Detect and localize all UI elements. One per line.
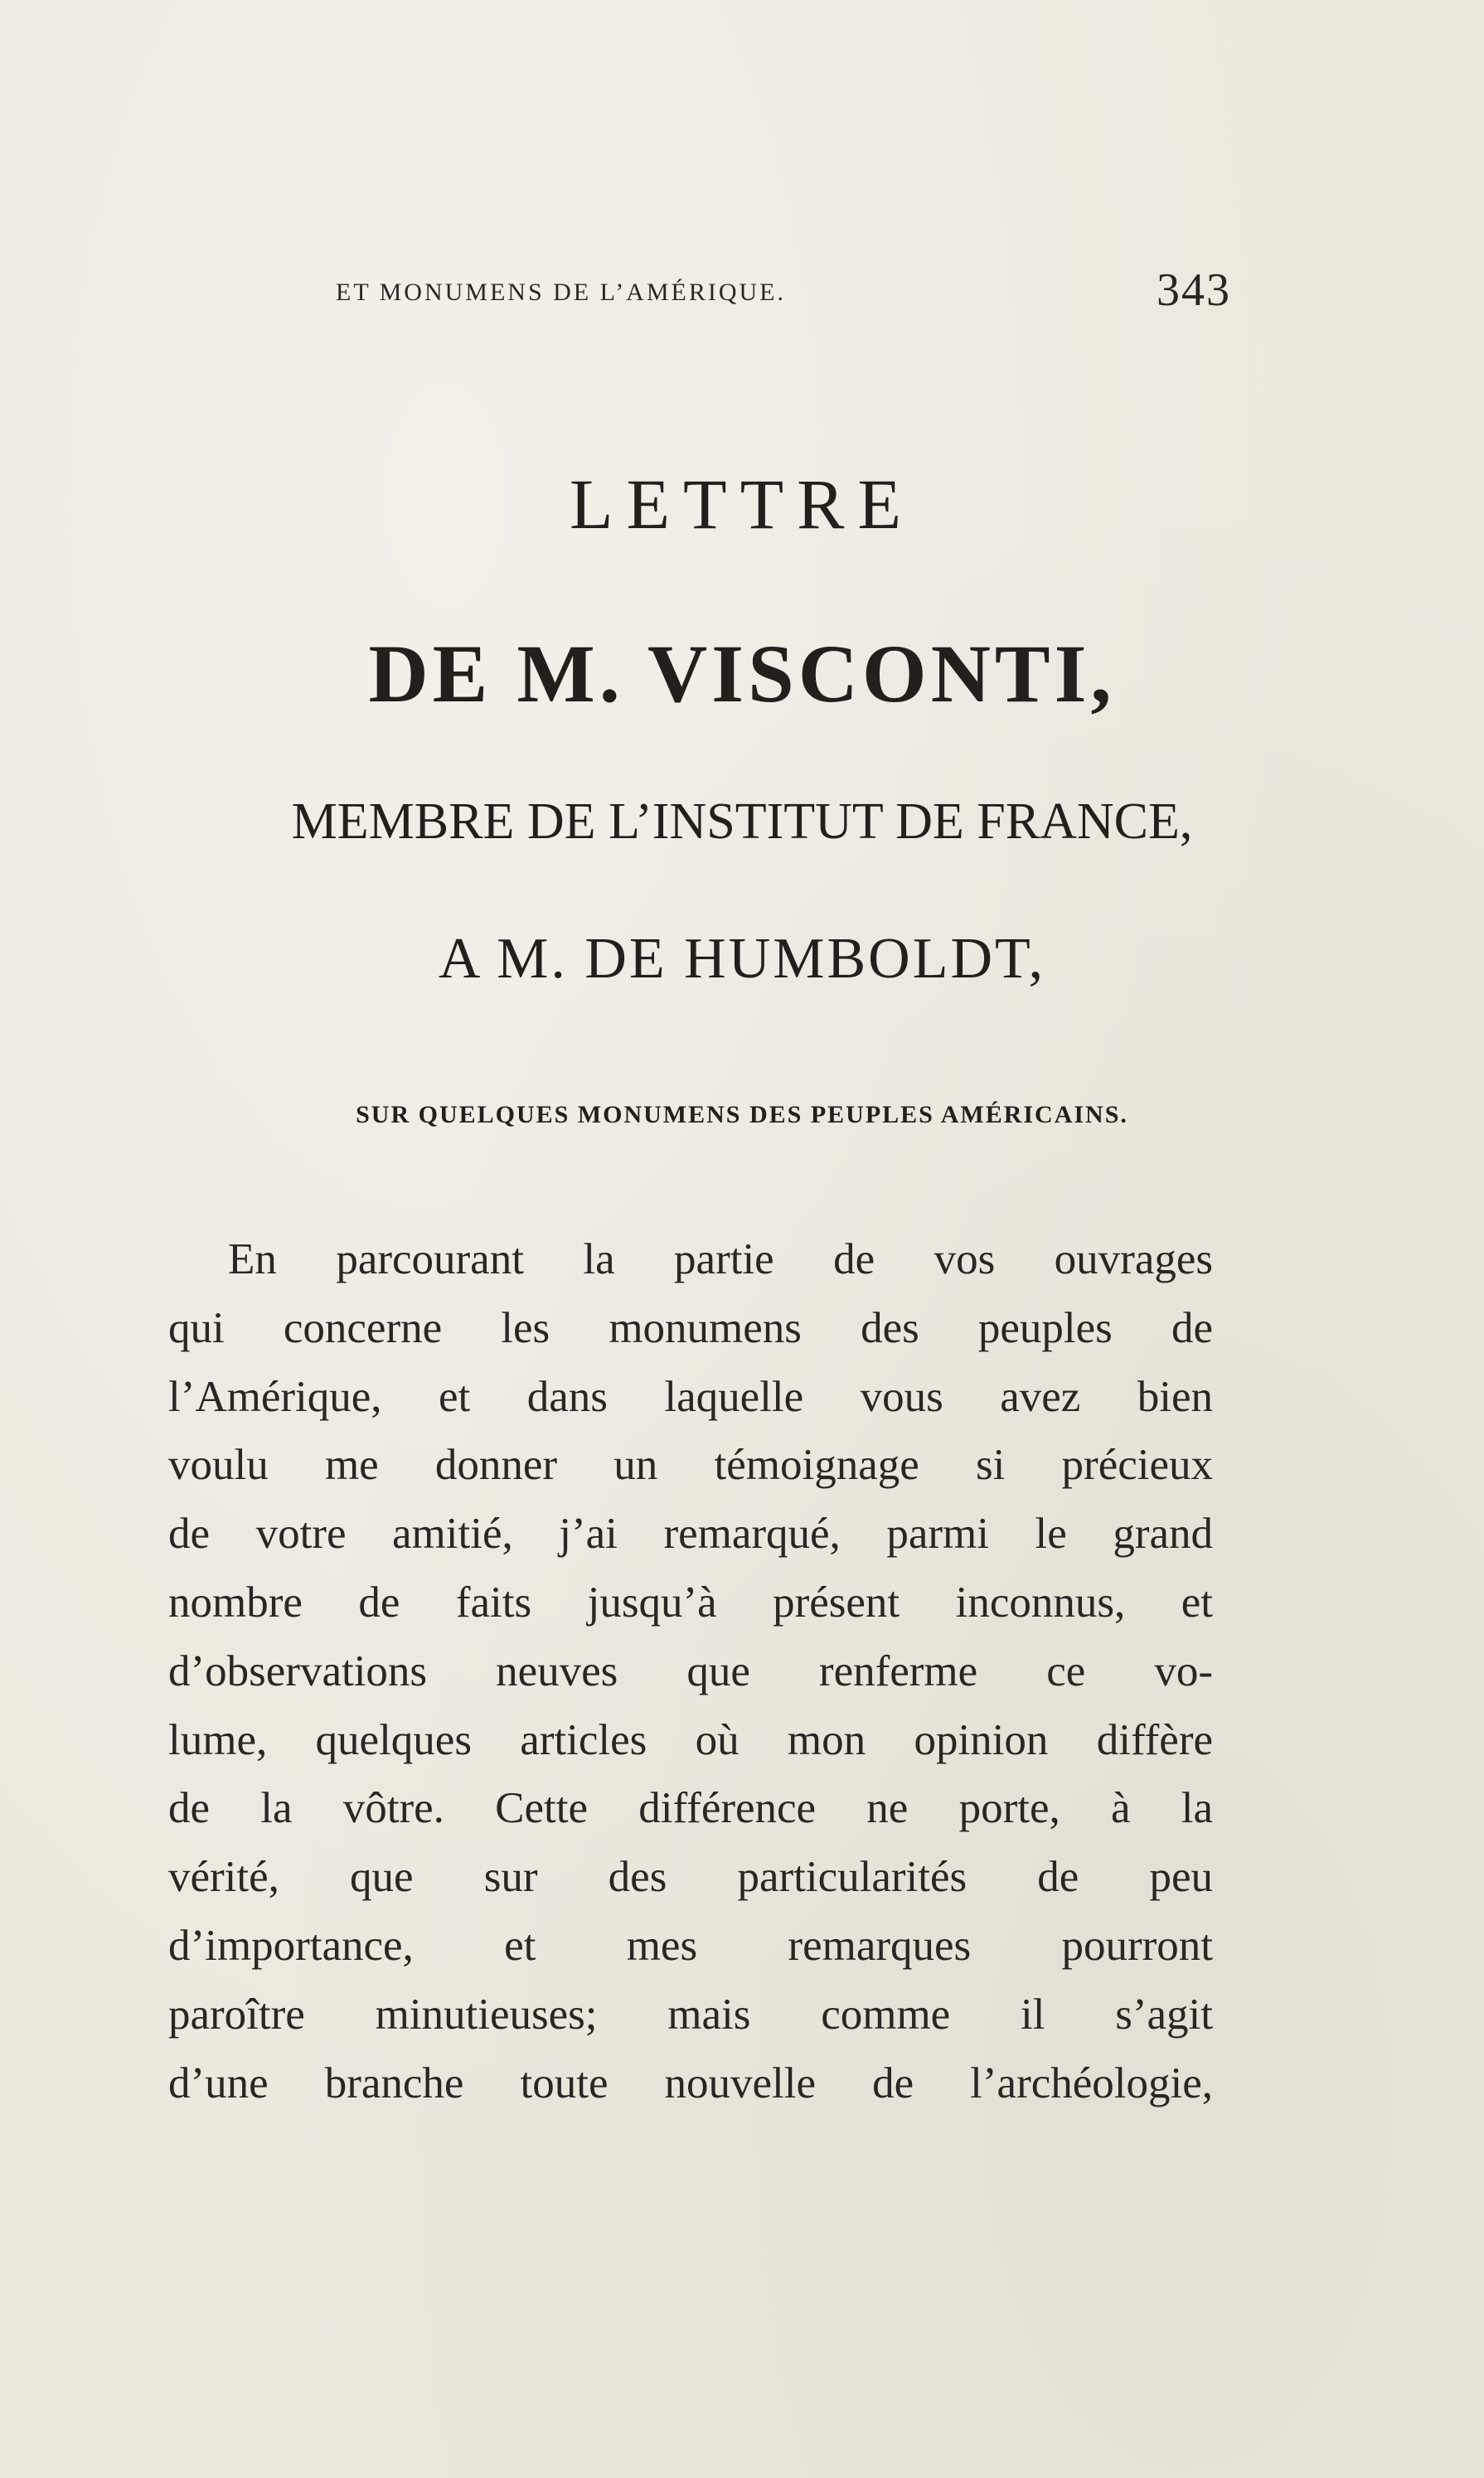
body-line: d’une branche toute nouvelle de l’archéologie, xyxy=(168,2059,1213,2107)
body-line: qui concerne les monumens des peuples de xyxy=(168,1303,1213,1352)
body-line: de votre amitié, j’ai remarqué, parmi le grand xyxy=(168,1510,1213,1559)
heading-author-affiliation: MEMBRE DE L’INSTITUT DE FRANCE, xyxy=(291,793,1193,850)
heading-author: DE M. VISCONTI, xyxy=(368,628,1116,720)
body-line: de la vôtre. Cette différence ne porte, à la xyxy=(168,1784,1213,1833)
body-line: d’importance, et mes remarques pourront xyxy=(168,1921,1213,1970)
body-line: paroître minutieuses; mais comme il s’agit xyxy=(168,1990,1213,2039)
body-line: En parcourant la partie de vos ouvrages xyxy=(228,1235,1213,1283)
running-head-title: ET MONUMENS DE L’AMÉRIQUE. xyxy=(336,279,786,306)
heading-recipient: A M. DE HUMBOLDT, xyxy=(438,927,1046,991)
body-line: voulu me donner un témoignage si précieux xyxy=(168,1441,1213,1490)
page-number: 343 xyxy=(1157,264,1231,316)
body-line: nombre de faits jusqu’à présent inconnus, et xyxy=(168,1578,1213,1627)
body-line: vérité, que sur des particularités de peu xyxy=(168,1853,1213,1902)
heading-lettre: LETTRE xyxy=(569,464,915,544)
body-line: lume, quelques articles où mon opinion diffère xyxy=(168,1715,1213,1764)
heading-subtitle: SUR QUELQUES MONUMENS DES PEUPLES AMÉRICAINS. xyxy=(356,1101,1128,1128)
body-line: l’Amérique, et dans laquelle vous avez bien xyxy=(168,1372,1213,1421)
running-head xyxy=(336,264,1231,322)
body-paragraph xyxy=(168,1225,1213,2117)
body-line: d’observations neuves que renferme ce vo- xyxy=(168,1646,1213,1695)
